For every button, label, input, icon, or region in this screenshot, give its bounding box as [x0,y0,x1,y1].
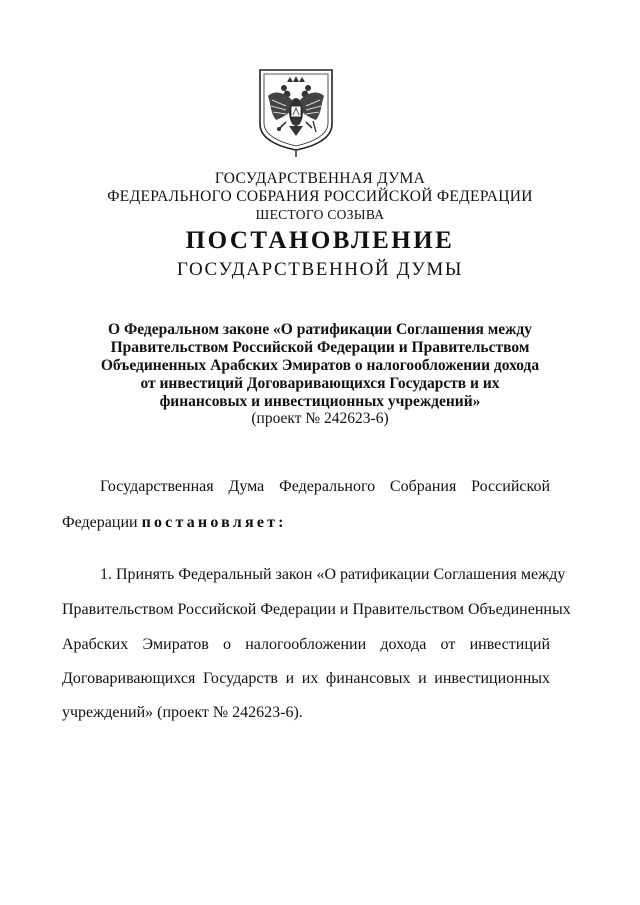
header-line-federal-assembly: ФЕДЕРАЛЬНОГО СОБРАНИЯ РОССИЙСКОЙ ФЕДЕРАЦИИ [107,188,533,205]
header-line-duma: ГОСУДАРСТВЕННАЯ ДУМА [214,170,426,187]
item-line-last: учреждений» (проект № 242623-6). [62,704,303,721]
subject-line: финансовых и инвестиционных учреждений» [159,393,481,410]
subject-line: О Федеральном законе «О ратификации Соглашения между [108,321,532,338]
coat-of-arms-emblem [256,66,336,158]
document-subtitle: ГОСУДАРСТВЕННОЙ ДУМЫ [176,259,464,280]
subject-project-number: (проект № 242623-6) [251,410,389,427]
item-line: Правительством Российской Федерации и Правительством Объединенных [62,601,571,618]
item-line: Арабских Эмиратов о налогообложении дохода от инвестиций [62,636,550,653]
item-line: 1. Принять Федеральный закон «О ратификации Соглашения между [100,566,566,583]
preamble-line: Государственная Дума Федерального Собрания Российской [100,478,550,495]
subject-line: Объединенных Арабских Эмиратов о налогообложении дохода [100,357,540,374]
preamble-resolves [62,514,287,532]
preamble-verb: постановляет: [141,514,287,531]
preamble-prefix: Федерации [62,514,138,531]
subject-line: Правительством Российской Федерации и Правительством [110,339,530,356]
subject-line: от инвестиций Договаривающихся Государств и их [140,375,500,392]
document-title: ПОСТАНОВЛЕНИЕ [185,227,455,254]
header-line-convocation: ШЕСТОГО СОЗЫВА [255,207,385,222]
item-line: Договаривающихся Государств и их финансовых и инвестиционных [62,670,550,687]
